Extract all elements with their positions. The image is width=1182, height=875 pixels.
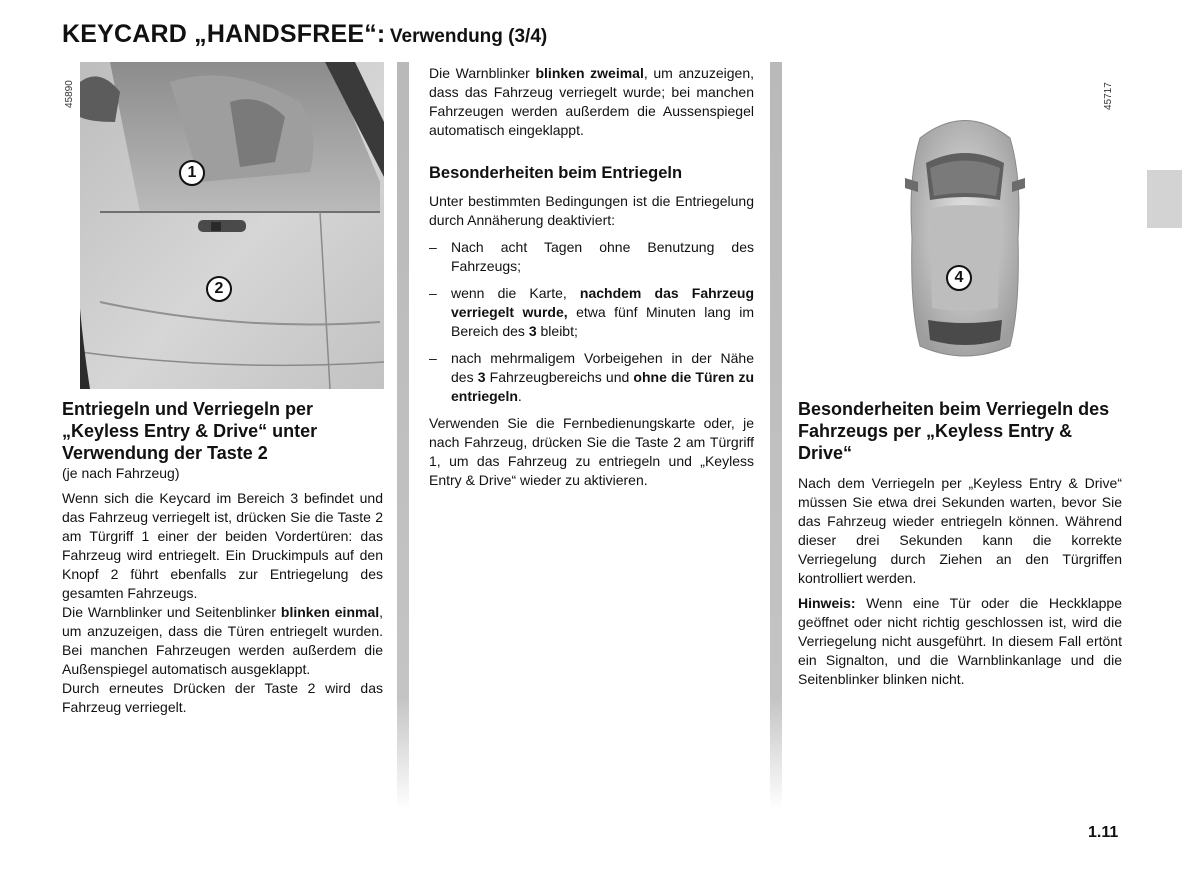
door-illustration (80, 62, 384, 389)
paragraph: Unter bestimmten Bedingungen ist die Entriegelung durch Annäherung deaktiviert: (429, 193, 754, 228)
column-separator-left (397, 62, 409, 810)
section-subheading: (je nach Fahrzeug) (62, 465, 180, 481)
callout-1: 1 (179, 160, 205, 186)
paragraph: Verwenden Sie die Fernbedienungskarte oder, je nach Fahrzeug, drücken Sie die Taste 2 am Türgriff 1, um das Fahrzeug zu entriegeln und „Keyless Entry & Drive“ wieder zu aktivieren. (429, 415, 754, 488)
car-figure (900, 108, 1030, 363)
paragraph: Wenn sich die Keycard im Bereich 3 befindet und das Fahrzeug verriegelt ist, drücken Sie die Taste 2 am Türgriff 1 einer der beiden Vordertüren: das Fahrzeug wird entriegelt. Ein Druckimpuls auf den Knopf 2 führt ebenfalls zur Entriegelung des gesamten Fahrzeugs. (62, 490, 383, 601)
car-top-view-illustration (900, 108, 1030, 363)
paragraph: Die Warnblinker blinken zweimal, um anzuzeigen, dass das Fahrzeug verriegelt wurde; bei manchen Fahrzeugen werden außerdem die Aussenspiegel automatisch eingeklappt. (429, 65, 754, 138)
conditions-list (429, 238, 754, 406)
paragraph: Die Warnblinker und Seitenblinker blinken einmal, um anzuzeigen, dass die Türen entriegelt wurden. Bei manchen Fahrzeugen werden außerdem die Außenspiegel automatisch ausgeklappt. (62, 604, 384, 677)
section-heading-verriegeln: Besonderheiten beim Verriegeln des Fahrzeugs per „Keyless Entry & Drive“ (798, 399, 1110, 463)
door-figure (80, 62, 384, 389)
note-paragraph: Hinweis: Wenn eine Tür oder die Heckklappe geöffnet oder nicht richtig geschlossen ist, wird die Verriegelung nicht ausgeführt. In diesem Fall ertönt ein Signalton, und die Warnblinkanlage und die Seitenblinker blinken nicht. (798, 595, 1122, 687)
chapter-tab (1147, 170, 1182, 228)
page-title (62, 20, 547, 49)
column-1 (62, 398, 383, 717)
figure-code-car: 45717 (1103, 82, 1114, 110)
figure-code-door: 45890 (64, 80, 75, 108)
list-item: – Nach acht Tagen ohne Benutzung des Fahrzeugs; (429, 238, 754, 276)
column-2 (429, 64, 754, 490)
page-number: 1.11 (1088, 824, 1119, 841)
list-item: – nach mehrmaligem Vorbeigehen in der Nähe des 3 Fahrzeugbereichs und ohne die Türen zu entriegeln. (429, 349, 754, 406)
callout-4: 4 (946, 265, 972, 291)
title-main: KEYCARD „HANDSFREE“: (62, 20, 386, 48)
section-heading-keyless-taste2: Entriegeln und Verriegeln per „Keyless Entry & Drive“ unter Verwendung der Taste 2 (62, 399, 318, 463)
list-item: – wenn die Karte, nachdem das Fahrzeug verriegelt wurde, etwa fünf Minuten lang im Bereich des 3 bleibt; (429, 284, 754, 341)
section-heading-entriegeln: Besonderheiten beim Entriegeln (429, 164, 683, 182)
column-3 (798, 398, 1122, 689)
paragraph: Durch erneutes Drücken der Taste 2 wird das Fahrzeug verriegelt. (62, 680, 383, 715)
title-sub: Verwendung (3/4) (389, 26, 548, 47)
column-separator-right (770, 62, 782, 810)
callout-2: 2 (206, 276, 232, 302)
paragraph: Nach dem Verriegeln per „Keyless Entry & Drive“ müssen Sie etwa drei Sekunden warten, bevor Sie das Fahrzeug wieder entriegeln können. Während dieser drei Sekunden kann die korrekte Verriegelung durch Ziehen an den Türgriffen kontrolliert werden. (798, 475, 1122, 586)
